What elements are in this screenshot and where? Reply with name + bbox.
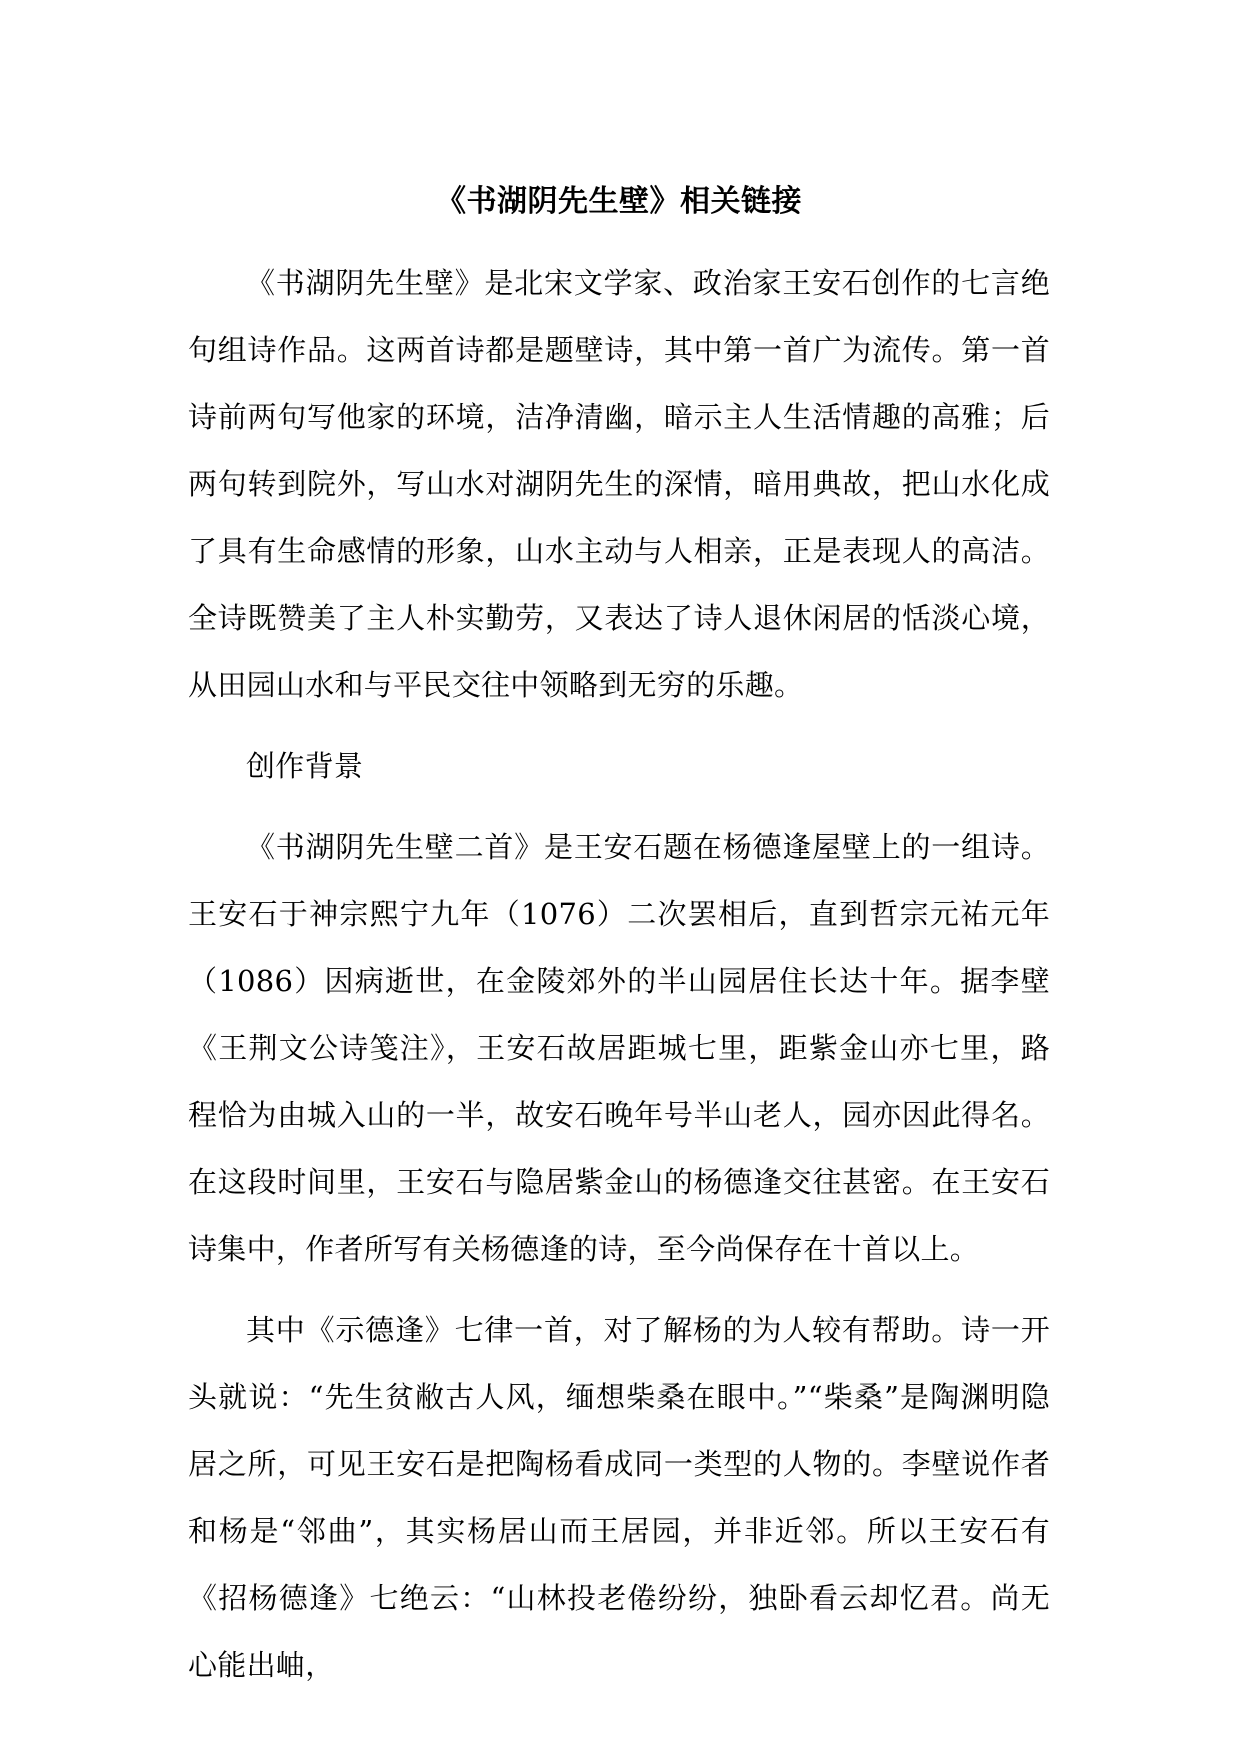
paragraph-intro: 《书湖阴先生壁》是北宋文学家、政治家王安石创作的七言绝句组诗作品。这两首诗都是题壁诗，其中第一首广为流传。第一首诗前两句写他家的环境，洁净清幽，暗示主人生活情趣的高雅；后两句转到院外，写山水对湖阴先生的深情，暗用典故，把山水化成了具有生命感情的形象，山水主动与人相亲，正是表现人的高洁。全诗既赞美了主人朴实勤劳，又表达了诗人退休闲居的恬淡心境，从田园山水和与平民交往中领略到无穷的乐趣。 — [188, 266, 1050, 702]
paragraph-shi-de-feng: 其中《示德逢》七律一首，对了解杨的为人较有帮助。诗一开头就说：“先生贫敝古人风，缅想柴桑在眼中。”“柴桑”是陶渊明隐居之所，可见王安石是把陶杨看成同一类型的人物的。李壁说作者和杨是“邻曲”，其实杨居山而王居园，并非近邻。所以王安石有《招杨德逢》七绝云：“山林投老倦纷纷，独卧看云却忆君。尚无心能出岫， — [188, 1313, 1050, 1682]
document-page — [188, 0, 1050, 1754]
document-title: 《书湖阴先生壁》相关链接 — [436, 184, 802, 220]
document-body — [188, 250, 1050, 1699]
section-heading-background: 创作背景 — [246, 749, 364, 783]
paragraph-background: 《书湖阴先生壁二首》是王安石题在杨德逢屋壁上的一组诗。王安石于神宗熙宁九年（1076）二次罢相后，直到哲宗元祐元年（1086）因病逝世，在金陵郊外的半山园居住长达十年。据李壁《王荆文公诗笺注》，王安石故居距城七里，距紫金山亦七里，路程恰为由城入山的一半，故安石晚年号半山老人，园亦因此得名。在这段时间里，王安石与隐居紫金山的杨德逢交往甚密。在王安石诗集中，作者所写有关杨德逢的诗，至今尚保存在十首以上。 — [188, 830, 1050, 1266]
